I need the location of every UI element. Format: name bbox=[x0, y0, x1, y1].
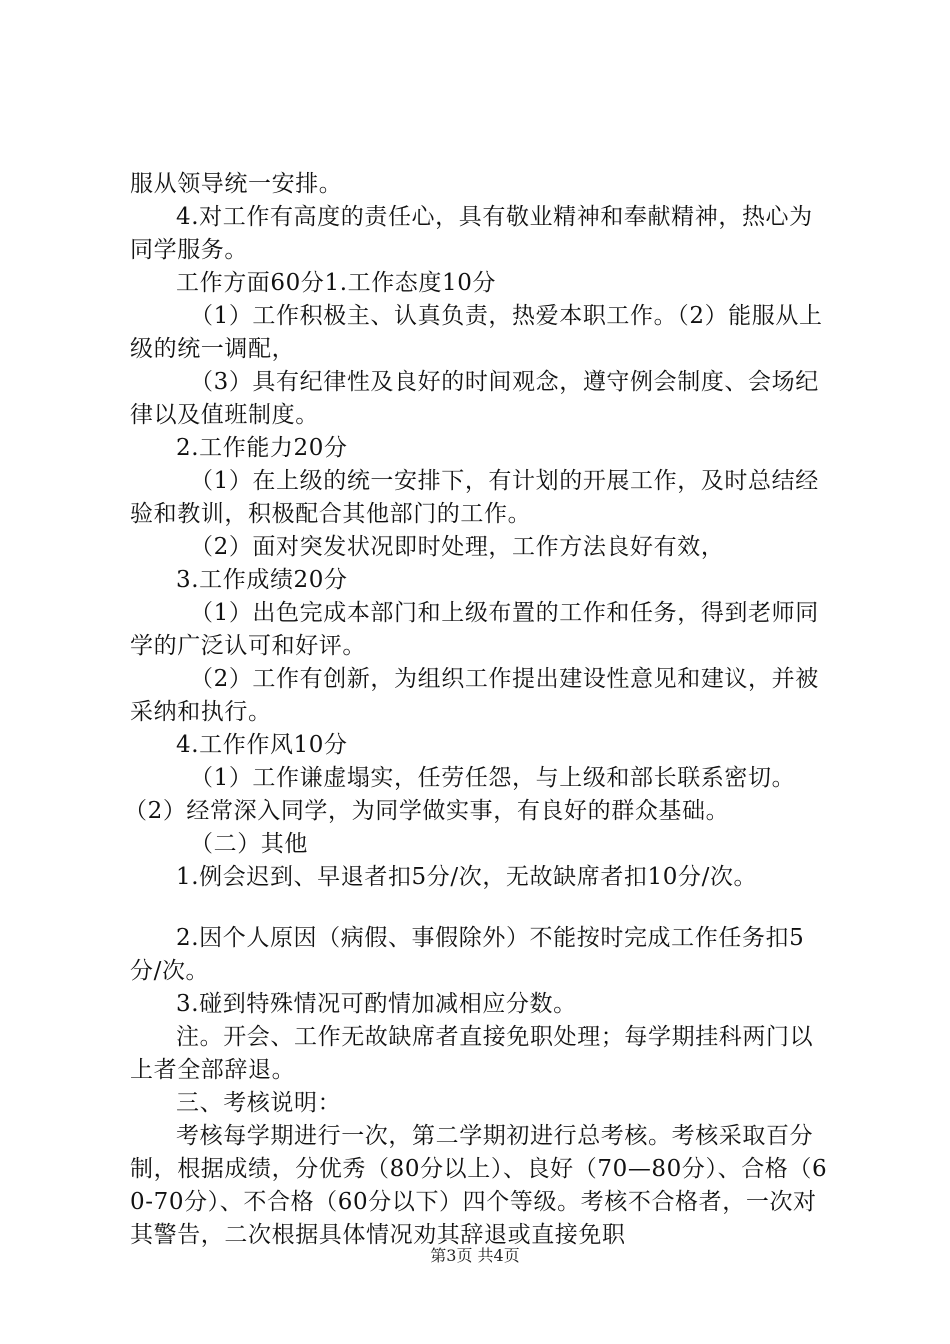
paragraph: 4.对工作有高度的责任心，具有敬业精神和奉献精神，热心为同学服务。 bbox=[130, 204, 813, 263]
paragraph: 2.因个人原因（病假、事假除外）不能按时完成工作任务扣5分/次。 bbox=[130, 925, 805, 984]
section-heading: 4.工作作风10分 bbox=[176, 732, 348, 758]
section-heading: （二）其他 bbox=[190, 831, 308, 857]
section-heading: 工作方面60分1.工作态度10分 bbox=[176, 270, 497, 296]
paragraph: （2）面对突发状况即时处理，工作方法良好有效， bbox=[190, 534, 725, 560]
section-heading: 3.工作成绩20分 bbox=[176, 567, 348, 593]
section-heading: 三、考核说明： bbox=[176, 1090, 342, 1116]
paragraph: （2）经常深入同学，为同学做实事，有良好的群众基础。 bbox=[124, 798, 730, 824]
paragraph: （2）工作有创新，为组织工作提出建设性意见和建议，并被采纳和执行。 bbox=[130, 666, 819, 725]
paragraph: （1）工作积极主、认真负责，热爱本职工作。（2）能服从上级的统一调配， bbox=[130, 303, 823, 362]
paragraph: （3）具有纪律性及良好的时间观念，遵守例会制度、会场纪律以及值班制度。 bbox=[130, 369, 819, 428]
blank-line bbox=[130, 894, 830, 922]
page-footer: 第3页 共4页 bbox=[430, 1246, 520, 1265]
paragraph: 服从领导统一安排。 bbox=[130, 171, 343, 197]
paragraph: （1）在上级的统一安排下，有计划的开展工作，及时总结经验和教训，积极配合其他部门的工作。 bbox=[130, 468, 819, 527]
section-heading: 2.工作能力20分 bbox=[176, 435, 348, 461]
paragraph: 3.碰到特殊情况可酌情加减相应分数。 bbox=[176, 991, 577, 1017]
paragraph: 1.例会迟到、早退者扣5分/次，无故缺席者扣10分/次。 bbox=[176, 864, 758, 890]
document-body bbox=[124, 168, 830, 1252]
paragraph: （1）出色完成本部门和上级布置的工作和任务，得到老师同学的广泛认可和好评。 bbox=[130, 600, 819, 659]
paragraph: 注。开会、工作无故缺席者直接免职处理；每学期挂科两门以上者全部辞退。 bbox=[130, 1024, 814, 1083]
paragraph: （1）工作谦虚塌实，任劳任怨，与上级和部长联系密切。 bbox=[190, 765, 796, 791]
paragraph: 考核每学期进行一次，第二学期初进行总考核。考核采取百分制，根据成绩，分优秀（80分以上）、良好（70—80分）、合格（60-70分）、不合格（60分以下）四个等级。考核不合格者，一次对其警告，二次根据具体情况劝其辞退或直接免职 bbox=[130, 1123, 828, 1248]
